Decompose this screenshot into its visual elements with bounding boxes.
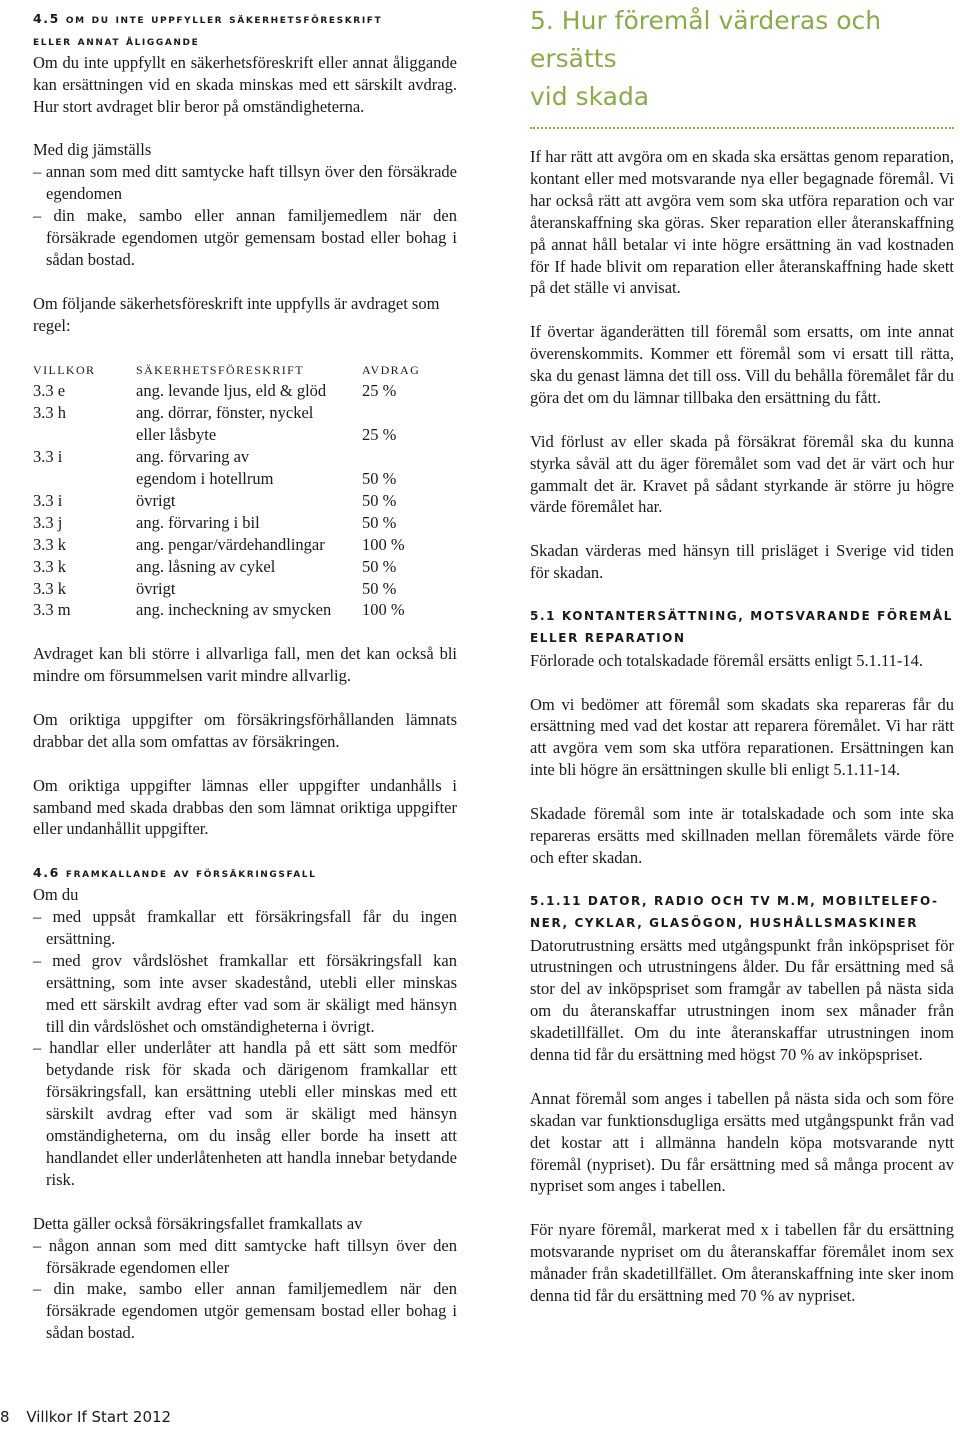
- section-5-1-title-line2: ELLER REPARATION: [530, 630, 686, 645]
- table-cell: ang. incheckning av smycken: [136, 600, 332, 620]
- table-cell: övrigt: [136, 490, 176, 510]
- section-4-6-intro: Om du: [33, 885, 79, 905]
- paragraph: Skadade föremål som inte är totalskadade och som inte ska repareras ersätts med skillnaden mellan föremålets värde före och efter skadan.: [530, 804, 954, 867]
- dotted-divider: [530, 127, 954, 129]
- section-4-5-paragraph: Om du inte uppfyllt en säkerhetsföreskrift eller annat åliggande kan ersättningen vid en skada minskas med ett särskilt avdrag. Hur stort avdraget blir beror på omständigheterna.: [33, 52, 457, 116]
- paragraph: Avdraget kan bli större i allvarliga fall, men det kan också bli mindre om försummelsen varit mindre allvarlig.: [33, 644, 457, 686]
- equated-persons-item: – din make, sambo eller annan familjemedlem när den försäkrade egendomen utgör gemensam bostad eller bohag i sådan bostad.: [33, 206, 457, 269]
- paragraph: Förlorade och totalskadade föremål ersätts enligt 5.1.11-14.: [530, 650, 923, 670]
- section-4-5-title-line1: 4.5 om du inte uppfyller säkerhetsföreskrift: [33, 11, 383, 26]
- table-cell: ang. låsning av cykel: [136, 556, 276, 576]
- table-cell: 3.3 k: [33, 578, 66, 598]
- deduction-intro: Om följande säkerhetsföreskrift inte uppfylls är avdraget som regel:: [33, 293, 440, 335]
- document-title: Villkor If Start 2012: [26, 1408, 172, 1426]
- table-row: [33, 512, 457, 534]
- section-5-1-11-title-line1: 5.1.11 DATOR, RADIO OCH TV M.M, MOBILTELEFO-: [530, 893, 939, 908]
- paragraph: Om vi bedömer att föremål som skadats ska repareras får du ersättning med vad det kostar att reparera föremålet. Vi har rätt att avgöra vem som ska utföra reparationen. Ersättningen kan inte bli högre än ersättningen skulle bli enligt 5.1.11-14.: [530, 694, 954, 780]
- right-column: [530, 2, 954, 1307]
- table-row: [33, 402, 457, 424]
- table-cell: 3.3 k: [33, 556, 66, 576]
- table-cell: [33, 468, 136, 490]
- deduction-table: [33, 358, 457, 621]
- table-cell: 50 %: [362, 556, 397, 576]
- table-cell: ang. förvaring i bil: [136, 512, 260, 532]
- paragraph: Datorutrustning ersätts med utgångspunkt från inköpspriset för utrustningen och utrustningens ålder. Du får ersättning med så stor del av inköpspriset som framgår av tabellen på nästa sida om du återanskaffar utrustningen inom sex månader från skadetillfället. Om du inte återanskaffar utrustningen inom denna tid får du ersättning med högst 70 % av inköpspriset.: [530, 935, 954, 1065]
- table-cell: 100 %: [362, 600, 405, 620]
- table-cell: 50 %: [362, 512, 397, 532]
- table-header: avdrag: [362, 359, 421, 379]
- section-4-6-item: – handlar eller underlåter att handla på ett sätt som medför betydande risk för skada och därigenom framkallar ett försäkringsfall, kan ersättning utebli eller minskas med ett särskilt avdrag efter vad som är skäligt med hänsyn omständigheterna, om du insåg eller borde ha insett att handlandet eller underlåtenheten att handla innebar betydande risk.: [33, 1038, 457, 1189]
- left-column: [33, 8, 457, 1344]
- table-row: [33, 380, 457, 402]
- table-cell: 3.3 h: [33, 403, 66, 423]
- table-cell: 3.3 i: [33, 447, 63, 467]
- section-4-6-title: 4.6 framkallande av försäkringsfall: [33, 865, 317, 881]
- paragraph: Om oriktiga uppgifter om försäkringsförhållanden lämnats drabbar det alla som omfattas av försäkringen.: [33, 709, 457, 751]
- table-cell: ang. levande ljus, eld & glöd: [136, 381, 327, 401]
- table-cell: 3.3 k: [33, 534, 66, 554]
- equated-persons-intro: Med dig jämställs: [33, 140, 152, 160]
- section-5-1-11-title-line2: NER, CYKLAR, GLASÖGON, HUSHÅLLSMASKINER: [530, 915, 919, 930]
- paragraph: För nyare föremål, markerat med x i tabellen får du ersättning motsvarande nypriset om du återanskaffar föremålet inom sex månader från skadetillfället. Om återanskaffning inte sker inom denna tid får du ersättning med 70 % av nypriset.: [530, 1220, 954, 1305]
- table-row: [33, 556, 457, 578]
- table-cell: övrigt: [136, 578, 176, 598]
- table-row: [33, 578, 457, 600]
- table-header-row: [33, 358, 457, 380]
- table-cell: [362, 446, 452, 468]
- section-4-6-second-item: – din make, sambo eller annan familjemedlem när den försäkrade egendomen utgör gemensam bostad eller bohag i sådan bostad.: [33, 1279, 457, 1343]
- equated-persons-item: – annan som med ditt samtycke haft tillsyn över den försäkrade egendomen: [33, 162, 457, 204]
- table-cell: eller låsbyte: [136, 425, 217, 445]
- paragraph: If har rätt att avgöra om en skada ska ersättas genom reparation, kontant eller med motsvarande nya eller begagnade föremål. Vi har också rätt att avgöra vem som ska utföra reparation och var återanskaffning ska göras. Sker reparation eller återanskaffning på annat håll betalar vi inte högre ersättning än vad kostnaden för If hade blivit om reparation eller återanskaffning hade skett på det ställe vi anvisat.: [530, 147, 954, 298]
- table-cell: 25 %: [362, 425, 397, 445]
- paragraph: Om oriktiga uppgifter lämnas eller uppgifter undanhålls i samband med skada drabbas den som lämnat oriktiga uppgifter eller undanhållit uppgifter.: [33, 775, 457, 839]
- table-row: [33, 424, 457, 446]
- table-cell: ang. dörrar, fönster, nyckel: [136, 403, 314, 423]
- table-cell: [362, 402, 452, 424]
- table-cell: ang. pengar/värdehandlingar: [136, 534, 325, 554]
- table-row: [33, 534, 457, 556]
- paragraph: Annat föremål som anges i tabellen på nästa sida och som före skadan var funktionsdugliga ersätts med utgångspunkt från vad det kostar att i allmänna handeln köpa motsvarande nytt föremål (nypriset). Du får ersättning med så många procent av nypriset som anges i tabellen.: [530, 1088, 954, 1196]
- section-4-6-item: – med grov vårdslöshet framkallar ett försäkringsfall kan ersättning, som inte avser skadestånd, utebli eller minskas med ett särskilt avdrag efter vad som är skäligt med hänsyn till din vårdslöshet och omständigheterna i övrigt.: [33, 950, 457, 1036]
- paragraph: Vid förlust av eller skada på försäkrat föremål ska du kunna styrka såväl att du äger föremålet som vad det är värt och hur gammalt det är. Kravet på sådant styrkande är större ju högre värde föremålet har.: [530, 431, 954, 517]
- table-cell: 50 %: [362, 578, 397, 598]
- section-4-6-second-item: – någon annan som med ditt samtycke haft tillsyn över den försäkrade egendomen eller: [33, 1235, 457, 1277]
- table-cell: 50 %: [362, 468, 397, 488]
- section-5-title-line2: vid skada: [530, 82, 650, 111]
- table-row: [33, 468, 457, 490]
- section-4-5-title-line2: eller annat åliggande: [33, 32, 200, 48]
- table-row: [33, 490, 457, 512]
- table-row: [33, 446, 457, 468]
- table-cell: 3.3 m: [33, 600, 71, 620]
- page-footer: [0, 1408, 183, 1426]
- table-cell: 3.3 i: [33, 490, 63, 510]
- table-cell: 100 %: [362, 534, 405, 554]
- paragraph: If övertar äganderätten till föremål som ersatts, om inte annat överenskommits. Kommer ett föremål som vi ersatt till rätta, ska du genast lämna det till oss. Vill du behålla föremålet får du göra det om du lämnar tillbaka den ersättning du fått.: [530, 322, 954, 407]
- table-cell: [33, 424, 136, 446]
- page-number: 8: [0, 1408, 10, 1426]
- section-4-6-second-intro: Detta gäller också försäkringsfallet framkallats av: [33, 1213, 363, 1233]
- section-5-title-line1: 5. Hur föremål värderas och ersätts: [530, 6, 882, 73]
- table-row: [33, 599, 457, 621]
- section-4-6-item: – med uppsåt framkallar ett försäkringsfall får du ingen ersättning.: [33, 907, 457, 948]
- paragraph: Skadan värderas med hänsyn till prisläget i Sverige vid tiden för skadan.: [530, 541, 954, 583]
- section-5-1-title-line1: 5.1 KONTANTERSÄTTNING, MOTSVARANDE FÖREMÅL: [530, 608, 953, 623]
- table-cell: egendom i hotellrum: [136, 468, 274, 488]
- table-cell: ang. förvaring av: [136, 447, 250, 467]
- table-header: säkerhetsföreskrift: [136, 359, 304, 379]
- table-cell: 50 %: [362, 490, 397, 510]
- table-cell: 3.3 e: [33, 381, 66, 401]
- table-header: villkor: [33, 359, 96, 379]
- table-cell: 3.3 j: [33, 512, 63, 532]
- table-cell: 25 %: [362, 381, 397, 401]
